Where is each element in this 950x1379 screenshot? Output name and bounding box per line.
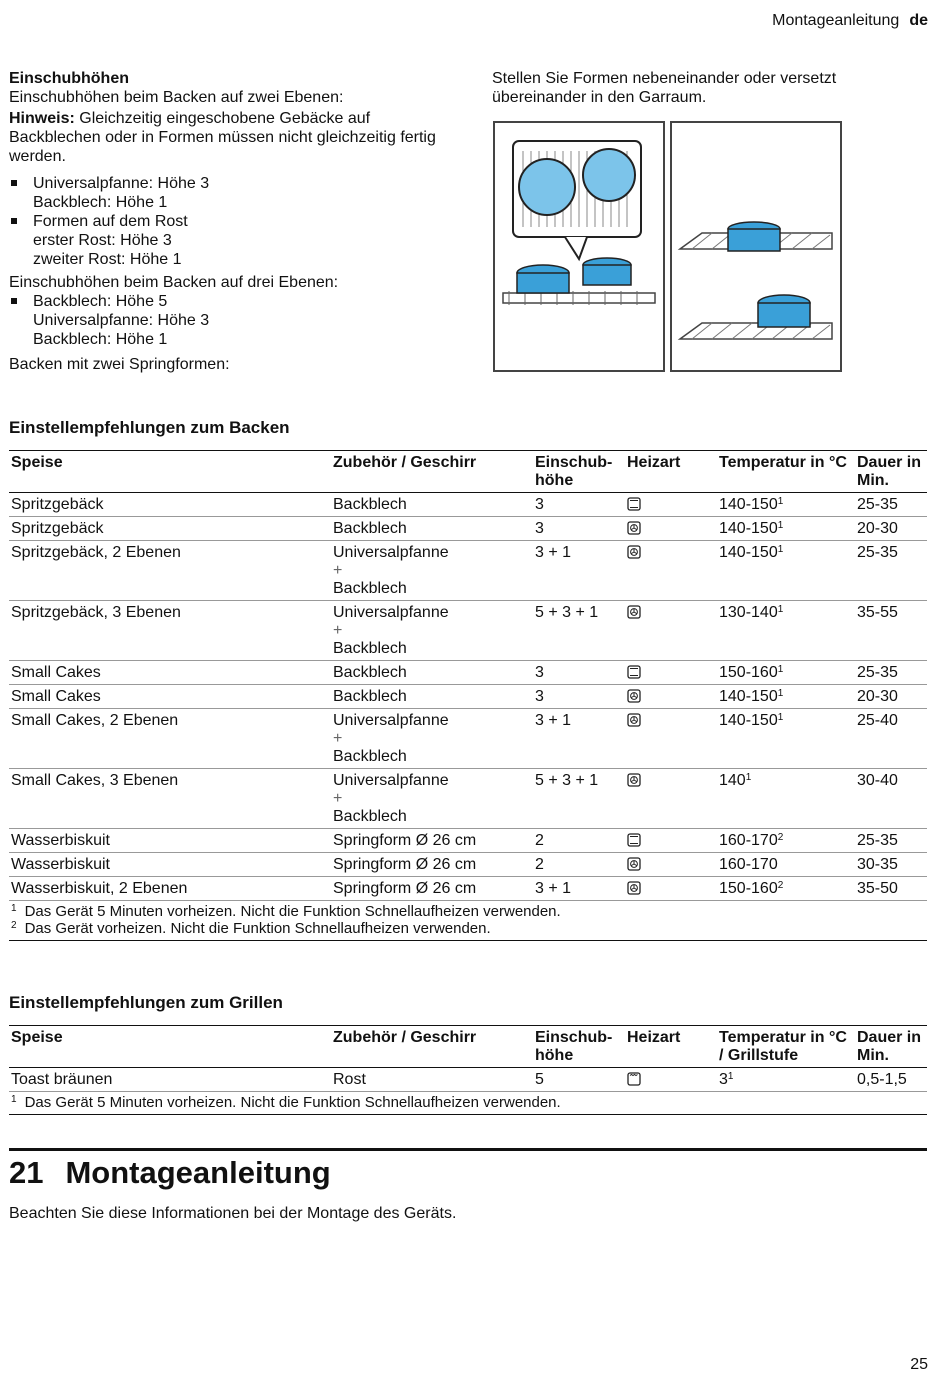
intro-three-levels: Einschubhöhen beim Backen auf drei Ebenen: xyxy=(9,274,339,291)
left-column xyxy=(9,69,449,374)
heat-cell xyxy=(625,709,717,769)
temperature-value: 160-170 xyxy=(719,832,778,849)
three-levels-line: Backblech: Höhe 1 xyxy=(33,331,168,348)
temperature-value: 150-160 xyxy=(719,664,778,681)
level-cell: 3 + 1 xyxy=(533,877,625,901)
right-column xyxy=(492,69,922,107)
accessory-line: + xyxy=(333,622,343,639)
accessory-line: Backblech xyxy=(333,640,407,657)
food-cell: Spritzgebäck, 3 Ebenen xyxy=(9,601,331,661)
two-levels-line: zweiter Rost: Höhe 1 xyxy=(33,251,182,268)
accessory-cell xyxy=(331,493,533,517)
accessory-cell xyxy=(331,709,533,769)
two-levels-line: Backblech: Höhe 1 xyxy=(33,194,168,211)
food-cell: Toast bräunen xyxy=(9,1068,331,1092)
heat-cell xyxy=(625,853,717,877)
accessory-line: + xyxy=(333,790,343,807)
hint-label: Hinweis: xyxy=(9,110,75,127)
two-levels-item xyxy=(9,174,449,212)
grilling-header-cell: Dauer in Min. xyxy=(855,1026,927,1068)
header-lang: de xyxy=(909,12,928,29)
footnote-ref: 1 xyxy=(777,604,784,615)
accessory-line: Universalpfanne xyxy=(333,772,449,789)
grilling-footnotes xyxy=(9,1092,927,1115)
grilling-table-header xyxy=(9,1026,927,1068)
food-cell: Spritzgebäck xyxy=(9,517,331,541)
fan-heat-icon xyxy=(627,881,641,895)
two-levels-item xyxy=(9,212,449,269)
temperature-cell xyxy=(717,709,855,769)
footnote-cell xyxy=(9,901,927,941)
temperature-cell xyxy=(717,853,855,877)
baking-table-header xyxy=(9,451,927,493)
accessory-line: Backblech xyxy=(333,748,407,765)
temperature-cell xyxy=(717,541,855,601)
duration-cell: 0,5-1,5 xyxy=(855,1068,927,1092)
fan-heat-icon xyxy=(627,689,641,703)
footnote xyxy=(11,903,925,920)
footnote xyxy=(11,1094,925,1111)
side-by-side-svg xyxy=(495,123,663,370)
grilling-row xyxy=(9,1068,927,1092)
footnote-cell xyxy=(9,1092,927,1115)
duration-cell: 35-55 xyxy=(855,601,927,661)
baking-row xyxy=(9,853,927,877)
food-cell: Spritzgebäck, 2 Ebenen xyxy=(9,541,331,601)
heat-cell xyxy=(625,517,717,541)
chapter-rule xyxy=(9,1148,927,1151)
heat-cell xyxy=(625,661,717,685)
heat-cell xyxy=(625,1068,717,1092)
level-cell: 3 xyxy=(533,685,625,709)
temperature-value: 140-150 xyxy=(719,544,778,561)
hint-text: Gleichzeitig eingeschobene Gebäcke auf Backblechen oder in Formen müssen nicht gleichzeitig fertig werden. xyxy=(9,110,436,165)
baking-table xyxy=(9,450,927,941)
duration-cell: 30-40 xyxy=(855,769,927,829)
top-bottom-heat-icon xyxy=(627,665,641,679)
two-levels-line: Universalpfanne: Höhe 3 xyxy=(33,175,210,192)
accessory-line: Backblech xyxy=(333,520,407,537)
grilling-header-cell: Heizart xyxy=(625,1026,717,1068)
baking-footnotes xyxy=(9,901,927,941)
baking-header-cell: Temperatur in °C xyxy=(717,451,855,493)
baking-row xyxy=(9,601,927,661)
illustration-side-by-side xyxy=(493,121,665,372)
accessory-line: Backblech xyxy=(333,688,407,705)
footnote-mark: 1 xyxy=(11,903,17,914)
temperature-cell xyxy=(717,517,855,541)
grilling-table-body xyxy=(9,1068,927,1115)
grilling-header-cell: Zubehör / Geschirr xyxy=(331,1026,533,1068)
level-cell: 3 xyxy=(533,661,625,685)
baking-row xyxy=(9,685,927,709)
baking-row xyxy=(9,661,927,685)
duration-cell: 20-30 xyxy=(855,517,927,541)
footnote-ref: 1 xyxy=(777,496,784,507)
level-cell: 3 + 1 xyxy=(533,709,625,769)
duration-cell: 25-35 xyxy=(855,661,927,685)
accessory-cell xyxy=(331,601,533,661)
springform-text: Backen mit zwei Springformen: xyxy=(9,356,230,373)
accessory-line: Springform Ø 26 cm xyxy=(333,856,477,873)
accessory-cell xyxy=(331,661,533,685)
baking-row xyxy=(9,829,927,853)
level-cell: 5 xyxy=(533,1068,625,1092)
food-cell: Wasserbiskuit xyxy=(9,829,331,853)
chapter-intro: Beachten Sie diese Informationen bei der Montage des Geräts. xyxy=(9,1205,457,1222)
baking-header-cell: Dauer in Min. xyxy=(855,451,927,493)
temperature-value: 160-170 xyxy=(719,856,778,873)
fan-heat-icon xyxy=(627,857,641,871)
duration-cell: 25-35 xyxy=(855,541,927,601)
footnote-text: Das Gerät 5 Minuten vorheizen. Nicht die Funktion Schnellaufheizen verwenden. xyxy=(24,1094,561,1111)
baking-title: Einstellempfehlungen zum Backen xyxy=(9,418,290,437)
duration-cell: 35-50 xyxy=(855,877,927,901)
grilling-header-cell: Einschub-höhe xyxy=(533,1026,625,1068)
top-bottom-heat-icon xyxy=(627,833,641,847)
temperature-cell xyxy=(717,493,855,517)
accessory-cell xyxy=(331,829,533,853)
two-levels-list xyxy=(9,174,449,269)
accessory-cell xyxy=(331,1068,533,1092)
baking-row xyxy=(9,541,927,601)
fan-heat-icon xyxy=(627,773,641,787)
accessory-line: Backblech xyxy=(333,496,407,513)
temperature-value: 130-140 xyxy=(719,604,778,621)
footnote-ref: 1 xyxy=(777,712,784,723)
footnote xyxy=(11,920,925,937)
footnote-ref: 1 xyxy=(777,544,784,555)
food-cell: Wasserbiskuit xyxy=(9,853,331,877)
temperature-value: 140-150 xyxy=(719,688,778,705)
temperature-value: 140-150 xyxy=(719,496,778,513)
temperature-cell xyxy=(717,1068,855,1092)
food-cell: Small Cakes xyxy=(9,685,331,709)
heat-cell xyxy=(625,541,717,601)
temperature-cell xyxy=(717,685,855,709)
footnote-ref: 2 xyxy=(777,832,784,843)
temperature-cell xyxy=(717,829,855,853)
duration-cell: 25-35 xyxy=(855,829,927,853)
temperature-value: 140-150 xyxy=(719,712,778,729)
baking-header-cell: Zubehör / Geschirr xyxy=(331,451,533,493)
accessory-line: Springform Ø 26 cm xyxy=(333,832,477,849)
level-cell: 3 + 1 xyxy=(533,541,625,601)
grilling-header-cell: Temperatur in °C / Grillstufe xyxy=(717,1026,855,1068)
intro-two-levels: Einschubhöhen beim Backen auf zwei Ebenen: xyxy=(9,89,344,106)
fan-heat-icon xyxy=(627,605,641,619)
duration-cell: 20-30 xyxy=(855,685,927,709)
temperature-cell xyxy=(717,877,855,901)
chapter-heading xyxy=(9,1155,331,1191)
footnote-ref: 1 xyxy=(745,772,752,783)
two-levels-line: Formen auf dem Rost xyxy=(33,213,188,230)
section-heading: Einschubhöhen xyxy=(9,70,129,87)
level-cell: 2 xyxy=(533,853,625,877)
temperature-cell xyxy=(717,601,855,661)
heat-cell xyxy=(625,493,717,517)
grilling-title: Einstellempfehlungen zum Grillen xyxy=(9,993,283,1012)
chapter-number: 21 xyxy=(9,1155,44,1190)
footnote-ref: 1 xyxy=(777,688,784,699)
heat-cell xyxy=(625,877,717,901)
accessory-line: Rost xyxy=(333,1071,366,1088)
accessory-line: Backblech xyxy=(333,808,407,825)
accessory-line: Universalpfanne xyxy=(333,604,449,621)
baking-row xyxy=(9,493,927,517)
food-cell: Small Cakes, 3 Ebenen xyxy=(9,769,331,829)
footnote-ref: 2 xyxy=(777,880,784,891)
chapter-title: Montageanleitung xyxy=(65,1155,331,1190)
accessory-line: + xyxy=(333,730,343,747)
two-levels-line: erster Rost: Höhe 3 xyxy=(33,232,172,249)
temperature-value: 150-160 xyxy=(719,880,778,897)
level-cell: 3 xyxy=(533,493,625,517)
accessory-line: Universalpfanne xyxy=(333,544,449,561)
accessory-cell xyxy=(331,877,533,901)
accessory-cell xyxy=(331,685,533,709)
level-cell: 5 + 3 + 1 xyxy=(533,601,625,661)
baking-row xyxy=(9,769,927,829)
fan-heat-icon xyxy=(627,545,641,559)
hint xyxy=(9,109,449,166)
food-cell: Spritzgebäck xyxy=(9,493,331,517)
baking-row xyxy=(9,709,927,769)
accessory-line: Backblech xyxy=(333,580,407,597)
footnote-text: Das Gerät 5 Minuten vorheizen. Nicht die Funktion Schnellaufheizen verwenden. xyxy=(24,903,561,920)
footnote-ref: 1 xyxy=(777,520,784,531)
grilling-table xyxy=(9,1025,927,1115)
stacked-svg xyxy=(672,123,840,370)
baking-table-body xyxy=(9,493,927,941)
grilling-header-cell: Speise xyxy=(9,1026,331,1068)
accessory-cell xyxy=(331,853,533,877)
three-levels-line: Backblech: Höhe 5 xyxy=(33,293,168,310)
baking-row xyxy=(9,877,927,901)
accessory-line: Universalpfanne xyxy=(333,712,449,729)
temperature-value: 140-150 xyxy=(719,520,778,537)
temperature-value: 140 xyxy=(719,772,746,789)
accessory-cell xyxy=(331,517,533,541)
fan-heat-icon xyxy=(627,521,641,535)
footnote-ref: 1 xyxy=(727,1071,734,1082)
baking-header-cell: Speise xyxy=(9,451,331,493)
footnote-text: Das Gerät vorheizen. Nicht die Funktion Schnellaufheizen verwenden. xyxy=(24,920,491,937)
heat-cell xyxy=(625,601,717,661)
heat-cell xyxy=(625,685,717,709)
illustration-stacked xyxy=(670,121,842,372)
food-cell: Small Cakes xyxy=(9,661,331,685)
temperature-cell xyxy=(717,661,855,685)
header-title: Montageanleitung xyxy=(772,12,900,29)
heat-cell xyxy=(625,769,717,829)
baking-header-cell: Heizart xyxy=(625,451,717,493)
footnote-mark: 1 xyxy=(11,1094,17,1105)
food-cell: Wasserbiskuit, 2 Ebenen xyxy=(9,877,331,901)
three-levels-line: Universalpfanne: Höhe 3 xyxy=(33,312,210,329)
running-header xyxy=(772,11,928,30)
temperature-cell xyxy=(717,769,855,829)
level-cell: 2 xyxy=(533,829,625,853)
baking-header-cell: Einschub-höhe xyxy=(533,451,625,493)
page-number: 25 xyxy=(910,1356,928,1373)
top-bottom-heat-icon xyxy=(627,497,641,511)
level-cell: 3 xyxy=(533,517,625,541)
footnote-mark: 2 xyxy=(11,920,17,931)
duration-cell: 30-35 xyxy=(855,853,927,877)
heat-cell xyxy=(625,829,717,853)
food-cell: Small Cakes, 2 Ebenen xyxy=(9,709,331,769)
duration-cell: 25-40 xyxy=(855,709,927,769)
temperature-value: 3 xyxy=(719,1071,728,1088)
duration-cell: 25-35 xyxy=(855,493,927,517)
fan-heat-icon xyxy=(627,713,641,727)
three-levels-item xyxy=(9,292,449,349)
accessory-cell xyxy=(331,769,533,829)
accessory-cell xyxy=(331,541,533,601)
level-cell: 5 + 3 + 1 xyxy=(533,769,625,829)
baking-row xyxy=(9,517,927,541)
placement-text: Stellen Sie Formen nebeneinander oder versetzt übereinander in den Garraum. xyxy=(492,70,837,106)
three-levels-list xyxy=(9,292,449,349)
grill-heat-icon xyxy=(627,1072,641,1086)
footnote-ref: 1 xyxy=(777,664,784,675)
accessory-line: Backblech xyxy=(333,664,407,681)
accessory-line: + xyxy=(333,562,343,579)
accessory-line: Springform Ø 26 cm xyxy=(333,880,477,897)
